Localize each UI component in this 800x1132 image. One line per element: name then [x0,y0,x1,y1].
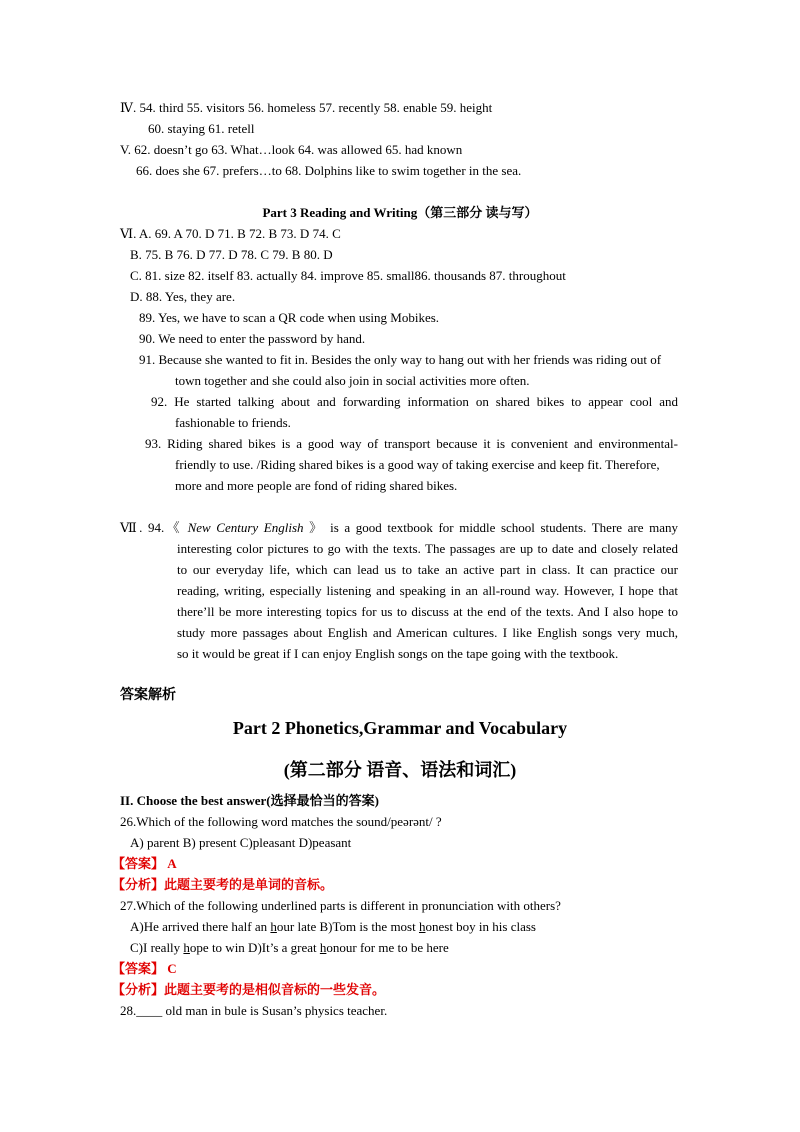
section6-q93-b: friendly to use. /Riding shared bikes is a good way of taking exercise and keep fit. Therefore, [175,457,660,472]
q27-options-cd [130,940,449,956]
q27-opt-c-text: C)I really [130,940,184,955]
q27-options-ab [130,919,536,935]
section7-line: interesting color pictures to go with the texts. The passages are up to date and closely related [177,541,678,556]
section5-line1: V. 62. doesn’t go 63. What…look 64. was allowed 65. had known [120,142,463,157]
section6-q90: 90. We need to enter the password by hand. [139,331,366,346]
section7-suffix: 》 is a good textbook for middle school students. There are many [309,520,679,535]
part2-title: Part 2 Phonetics,Grammar and Vocabulary [232,718,568,738]
section7-line: to our everyday life, which can lead us to take an active part in class. It can practice our [177,562,678,577]
section7-first-line [120,520,678,536]
section6-q93-c: more and more people are fond of riding shared bikes. [175,478,458,493]
section6-a: Ⅵ. A. 69. A 70. D 71. B 72. B 73. D 74. C [120,226,341,241]
section4-line1: Ⅳ. 54. third 55. visitors 56. homeless 57. recently 58. enable 59. height [120,100,493,115]
book-title: New Century English [181,520,310,535]
section6-q91-a: 91. Because she wanted to fit in. Besides the only way to hang out with her friends was riding out of [139,352,662,367]
q27-opt-b-rest: onest boy in his class [425,919,536,934]
q27-opt-a-underlined: h [270,919,277,934]
q27-opt-d-underlined: h [319,940,327,955]
section7-line: reading, writing, especially listening and speaking in an all-round way. However, I hope that [177,583,678,598]
section6-q92-b: fashionable to friends. [175,415,291,430]
section6-q91-b: town together and she could also join in social activities more often. [175,373,530,388]
section7-line: there’ll be more interesting topics for us to discuss at the end of the texts. And I also hope to [177,604,678,619]
q26-question: 26.Which of the following word matches the sound/peərənt/ ? [120,814,442,829]
section7-prefix: Ⅶ. 94.《 [120,520,182,535]
analysis-heading: 答案解析 [120,688,176,703]
section4-line2: 60. staying 61. retell [148,121,255,136]
section7-line: study more passages about English and American cultures. I like English songs very much, [177,625,678,640]
q27-opt-c-underlined: h [183,940,190,955]
section6-d88: D. 88. Yes, they are. [130,289,236,304]
q27-opt-d-rest: onour for me to be here [326,940,449,955]
q27-opt-a-rest: our late B)Tom is the most [276,919,419,934]
section6-b: B. 75. B 76. D 77. D 78. C 79. B 80. D [130,247,333,262]
part2-subtitle: (第二部分 语音、语法和词汇) [283,760,517,780]
q26-options: A) parent B) present C)pleasant D)peasant [130,835,352,850]
q26-analysis: 【分析】此题主要考的是单词的音标。 [112,877,334,892]
section6-q92-a: 92. He started talking about and forwarding information on shared bikes to appear cool and [151,394,678,409]
section2-title: II. Choose the best answer(选择最恰当的答案) [120,793,379,808]
q27-opt-b-underlined: h [418,919,426,934]
q26-answer: 【答案】 A [112,856,177,871]
q27-opt-a-text: A)He arrived there half an [130,919,271,934]
q27-analysis: 【分析】此题主要考的是相似音标的一些发音。 [112,982,386,997]
part3-title: Part 3 Reading and Writing（第三部分 读与写） [262,205,538,220]
q27-question: 27.Which of the following underlined parts is different in pronunciation with others? [120,898,561,913]
section6-c: C. 81. size 82. itself 83. actually 84. improve 85. small86. thousands 87. throughout [130,268,566,283]
q28-question: 28.____ old man in bule is Susan’s physics teacher. [120,1003,388,1018]
section7-line: so it would be great if I can enjoy English songs on the tape going with the textbook. [177,646,619,661]
q27-answer: 【答案】 C [112,961,177,976]
section5-line2: 66. does she 67. prefers…to 68. Dolphins like to swim together in the sea. [136,163,522,178]
q27-opt-c-rest: ope to win D)It’s a great [189,940,320,955]
section6-q93-a: 93. Riding shared bikes is a good way of transport because it is convenient and environmental- [145,436,678,451]
section6-q89: 89. Yes, we have to scan a QR code when using Mobikes. [139,310,440,325]
